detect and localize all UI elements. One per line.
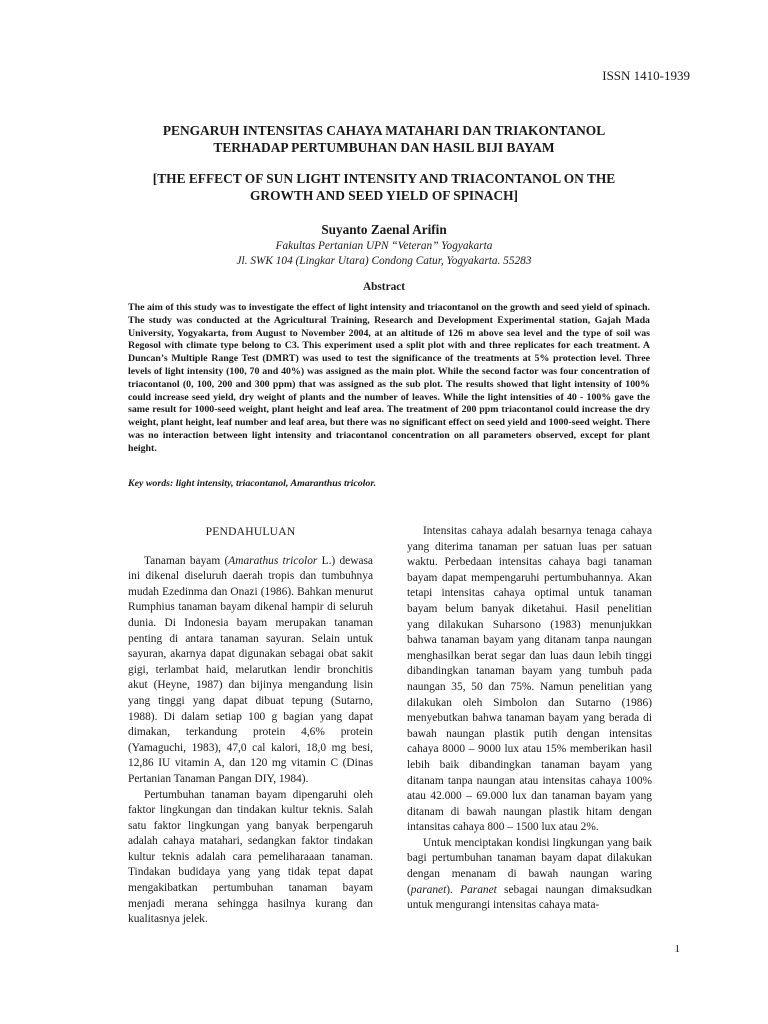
title-english xyxy=(110,170,658,204)
body-column-left xyxy=(128,524,373,928)
keywords: Key words: light intensity, triacontanol, Amaranthus tricolor. xyxy=(128,478,377,489)
paragraph-text: L.) dewasa ini dikenal diseluruh daerah tropis dan tumbuhnya mudah Ezedinma dan Onazi (1986). Bahkan menurut Rumphius tanaman bayam dikenal hampir di seluruh dunia. Di Indonesia bayam merupakan tanaman penting di antara tanaman sayuran. Selain untuk sayuran, akarnya dapat digunakan sebagai obat sakit gigi, terlambat haid, melarutkan lendir bronchitis akut (Heyne, 1987) dan bijinya mengandung lisin yang tinggi yang dapat dibuat tepung (Sutarno, 1988). Di dalam setiap 100 g bagian yang dapat dimakan, terkandung protein 4,6% protein (Yamaguchi, 1983), 47,0 cal kalori, 18,0 mg besi, 12,86 IU vitamin A, dan 120 mg vitamin C (Dinas Pertanian Tanaman Pangan DIY, 1984). xyxy=(128,554,373,785)
paragraph-text: sebagai naungan dimaksudkan untuk mengurangi intensitas cahaya mata- xyxy=(407,883,652,912)
term-paranet: Paranet xyxy=(460,883,497,896)
paragraph-text: Untuk menciptakan kondisi lingkungan yang baik bagi pertumbuhan tanaman bayam dapat dilakukan dengan menanam di bawah naungan waring ( xyxy=(407,836,652,896)
paragraph-text: Tanaman bayam ( xyxy=(144,554,229,567)
title-english-line-1: [THE EFFECT OF SUN LIGHT INTENSITY AND TRIACONTANOL ON THE xyxy=(152,171,616,186)
species-name: Amarathus tricolor xyxy=(228,554,318,567)
paragraph xyxy=(407,836,652,914)
paragraph xyxy=(128,554,373,788)
author-address: Jl. SWK 104 (Lingkar Utara) Condong Catur, Yogyakarta. 55283 xyxy=(236,255,532,267)
title-indonesian-line-1: PENGARUH INTENSITAS CAHAYA MATAHARI DAN TRIAKONTANOL xyxy=(162,123,606,138)
body-column-right xyxy=(407,524,652,914)
paragraph: Intensitas cahaya adalah besarnya tenaga cahaya yang diterima tanaman per satuan luas per satuan waktu. Perbedaan intensitas cahaya bagi tanaman bayam dapat mempengaruhi pertumbuhannya. Akan tetapi intensitas cahaya optimal untuk tanaman bayam belum banyak diketahui. Hasil penelitian yang dilakukan Suharsono (1983) menunjukkan bahwa tanaman bayam yang ditanam tanpa naungan menghasilkan berat segar dan luas daun lebih tinggi dibandingkan tanaman bayam yang tumbuh pada naungan 35, 50 dan 75%. Namun penelitian yang dilakukan oleh Simbolon dan Sutarno (1986) menyebutkan bahwa tanaman bayam yang berada di bawah naungan plastik putih dengan intensitas cahaya 8000 – 9000 lux atau 15% memberikan hasil lebih baik dibandingkan tanaman bayam yang ditanam tanpa naungan atau intensitas cahaya 100% atau 42.000 – 69.000 lux dan tanaman bayam yang ditanam di bawah naungan plastik hitam dengan intansitas cahaya 800 – 1500 lux atau 2%. xyxy=(407,525,652,834)
author-affiliation-block xyxy=(110,239,658,269)
abstract-text: The aim of this study was to investigate the effect of light intensity and triacontanol on the growth and seed yield of spinach. The study was conducted at the Agricultural Training, Research and Development Experimental station, Gajah Mada University, Yogyakarta, from August to November 2004, at an altitude of 126 m above sea level and the type of soil was Regosol with climate type belong to C3. This experiment used a split plot with and three replicates for each treatment. A Duncan’s Multiple Range Test (DMRT) was used to test the significance of the treatments at 5% protection level. Three levels of light intensity (100, 70 and 40%) was assigned as the main plot. While the second factor was four concentration of triacontanol (0, 100, 200 and 300 ppm) that was assigned as the sub plot. The results showed that light intensity of 100% could increase seed yield, dry weight of plants and the number of leaves. While the light intensities of 40 - 100% gave the same result for 1000-seed weight, plant height and leaf area. The treatment of 200 ppm triacontanol could increase the dry weight, plant height, leaf number and leaf area, but there was no significant effect on seed yield and 1000-seed weight. There was no interaction between light intensity and triacontanol concentration on all parameters observed, except for plant height. xyxy=(128,302,650,454)
page-number: 1 xyxy=(674,943,680,955)
section-heading: PENDAHULUAN xyxy=(205,525,296,538)
title-indonesian-line-2: TERHADAP PERTUMBUHAN DAN HASIL BIJI BAYAM xyxy=(213,140,555,155)
title-english-line-2: GROWTH AND SEED YIELD OF SPINACH] xyxy=(250,188,518,203)
author-affiliation: Fakultas Pertanian UPN “Veteran” Yogyakarta xyxy=(275,240,493,252)
paragraph: Pertumbuhan tanaman bayam dipengaruhi oleh faktor lingkungan dan tindakan kultur teknis. Salah satu faktor lingkungan yang banyak berpengaruh adalah cahaya matahari, sedangkan faktor tindakan kultur teknis adalah cara pemeliharaaan tanaman. Tindakan budidaya yang yang tidak tepat dapat mengakibatkan pertumbuhan tanaman bayam menjadi merana sehingga hasilnya kurang dan kualitasnya jelek. xyxy=(128,788,373,926)
paragraph-text: ). xyxy=(446,883,461,896)
issn-label: ISSN 1410-1939 xyxy=(602,68,690,83)
author-name: Suyanto Zaenal Arifin xyxy=(321,222,447,237)
title-indonesian xyxy=(110,122,658,156)
term-paranet: paranet xyxy=(410,883,447,896)
abstract-heading: Abstract xyxy=(362,281,406,293)
